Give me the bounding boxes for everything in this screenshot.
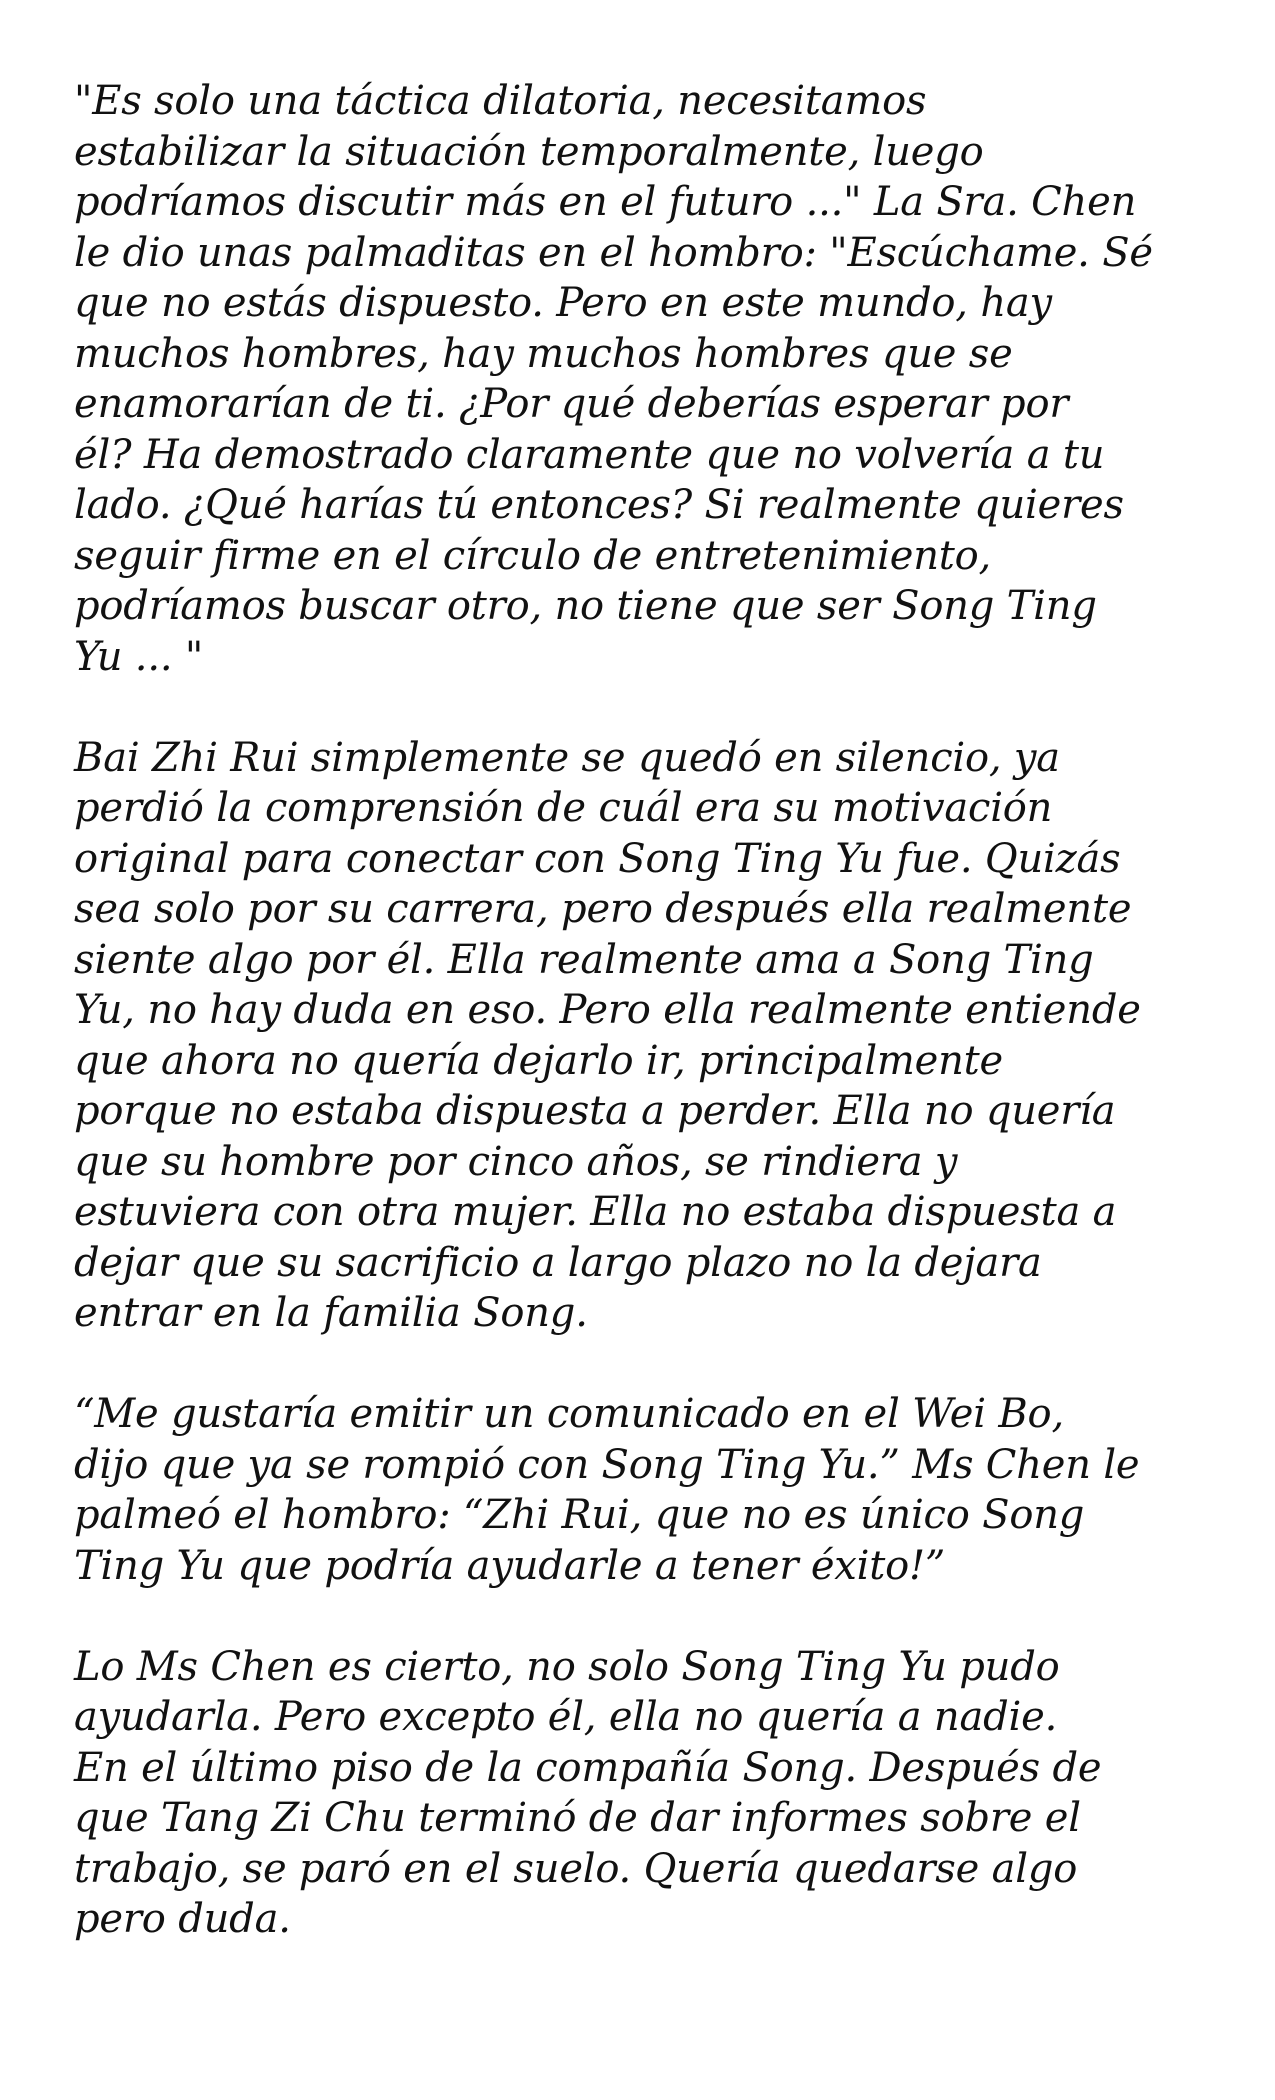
text-line: seguir firme en el círculo de entretenimiento, [74,532,992,579]
text-line: él? Ha demostrado claramente que no volvería a tu [74,431,1105,478]
paragraph-2 [74,733,1234,1339]
text-line: trabajo, se paró en el suelo. Quería quedarse algo [74,1845,1078,1892]
text-line: porque no estaba dispuesta a perder. Ella no quería [74,1088,1116,1134]
text-line: siente algo por él. Ella realmente ama a Song Ting [74,936,1094,983]
text-line: Yu, no hay duda en eso. Pero ella realmente entiende [74,987,1141,1033]
text-line: entrar en la familia Song. [74,1290,588,1336]
text-line: enamorarían de ti. ¿Por qué deberías esperar por [74,381,1069,427]
text-line: estuviera con otra mujer. Ella no estaba dispuesta a [74,1189,1117,1235]
text-line: “Me gustaría emitir un comunicado en el Wei Bo, [74,1391,1064,1437]
text-line: podríamos discutir más en el futuro ..." La Sra. Chen [74,179,1137,225]
text-line: que su hombre por cinco años, se rindiera y [74,1138,958,1185]
text-line: que Tang Zi Chu terminó de dar informes sobre el [74,1795,1081,1841]
text-line: pero duda. [74,1896,291,1942]
text-line: le dio unas palmaditas en el hombro: "Escúchame. Sé [74,229,1153,276]
paragraph-3 [74,1389,1234,1591]
text-line: dijo que ya se rompió con Song Ting Yu.” Ms Chen le [74,1441,1140,1488]
text-line: ayudarla. Pero excepto él, ella no quería a nadie. [74,1694,1058,1740]
story-text [74,76,1234,1995]
text-line: palmeó el hombro: “Zhi Rui, que no es único Song [74,1492,1085,1538]
text-line: original para conectar con Song Ting Yu fue. Quizás [74,835,1121,882]
text-line: que ahora no quería dejarlo ir, principalmente [74,1037,1004,1084]
text-line: En el último piso de la compañía Song. Después de [74,1744,1102,1791]
text-line: lado. ¿Qué harías tú entonces? Si realmente quieres [74,482,1124,528]
text-line: estabilizar la situación temporalmente, luego [74,128,984,175]
text-line: que no estás dispuesto. Pero en este mundo, hay [74,280,1052,326]
text-line: Ting Yu que podría ayudarle a tener éxito!” [74,1542,946,1589]
paragraph-4 [74,1642,1234,1945]
text-line: Bai Zhi Rui simplemente se quedó en silencio, ya [74,734,1060,781]
text-line: Yu ... " [74,633,204,680]
text-line: perdió la comprensión de cuál era su motivación [74,785,1053,831]
text-line: muchos hombres, hay muchos hombres que se [74,330,1013,377]
text-line: sea solo por su carrera, pero después ella realmente [74,886,1132,932]
paragraph-1 [74,76,1234,682]
text-line: Lo Ms Chen es cierto, no solo Song Ting Yu pudo [74,1643,1060,1690]
text-line: "Es solo una táctica dilatoria, necesitamos [74,78,927,124]
text-line: dejar que su sacrificio a largo plazo no la dejara [74,1239,1042,1286]
text-line: podríamos buscar otro, no tiene que ser Song Ting [74,583,1097,629]
